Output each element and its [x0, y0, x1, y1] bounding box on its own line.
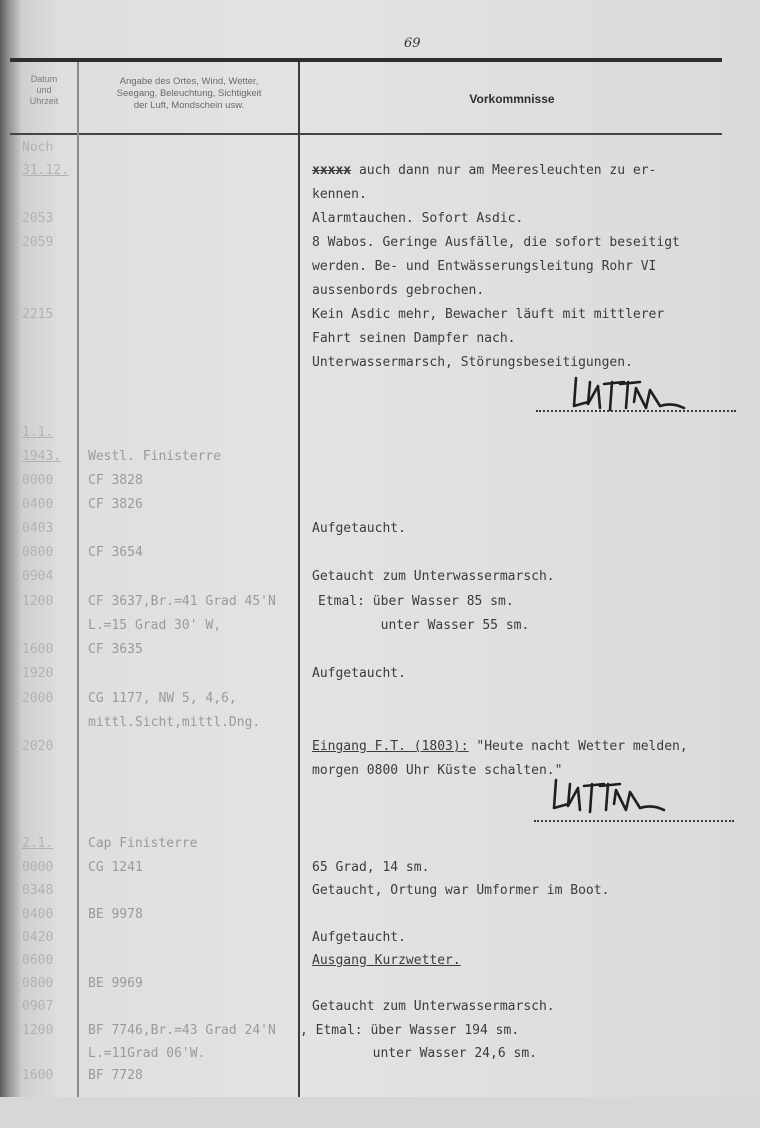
log-row	[0, 235, 760, 257]
location-cell: L.=15 Grad 30' W,	[88, 618, 222, 633]
log-row	[0, 449, 760, 471]
event-cell: Kein Asdic mehr, Bewacher läuft mit mittlerer	[312, 307, 665, 322]
log-row	[0, 594, 760, 616]
location-cell: BE 9969	[88, 976, 143, 991]
struck-text: xxxxx	[312, 163, 352, 178]
log-row	[0, 425, 760, 447]
event-cell	[312, 163, 656, 178]
header-line: und	[36, 85, 52, 95]
event-cell: Etmal: über Wasser 85 sm.	[318, 594, 514, 609]
location-cell: mittl.Sicht,mittl.Dng.	[88, 715, 261, 730]
log-row	[0, 618, 760, 640]
log-row	[0, 1046, 760, 1068]
log-row	[0, 953, 760, 975]
log-row	[0, 187, 760, 209]
time-cell: 0800	[22, 976, 54, 991]
time-cell: 0600	[22, 953, 54, 968]
time-cell: 1600	[22, 642, 54, 657]
event-cell: Aufgetaucht.	[312, 666, 406, 681]
event-cell: , Etmal: über Wasser 194 sm.	[300, 1023, 520, 1038]
log-row	[0, 473, 760, 495]
header-events: Vorkommnisse	[469, 92, 555, 106]
location-cell: CG 1241	[88, 860, 143, 875]
header-line: Datum	[30, 74, 58, 84]
time-cell: 0800	[22, 545, 54, 560]
event-cell: Getaucht, Ortung war Umformer im Boot.	[312, 883, 610, 898]
time-cell: 0907	[22, 999, 54, 1014]
location-cell: Cap Finisterre	[88, 836, 198, 851]
date-cell: 1.1.	[22, 425, 54, 440]
header-date-time	[14, 74, 74, 107]
log-row	[0, 999, 760, 1021]
location-cell: CF 3828	[88, 473, 143, 488]
log-row	[0, 976, 760, 998]
location-cell: CF 3826	[88, 497, 143, 512]
time-cell: 0348	[22, 883, 54, 898]
time-cell: 2215	[22, 307, 54, 322]
log-row	[0, 1023, 760, 1045]
time-cell: 0000	[22, 473, 54, 488]
event-cell: Fahrt seinen Dampfer nach.	[312, 331, 516, 346]
event-cell: Ausgang Kurzwetter.	[312, 953, 461, 968]
log-row	[0, 907, 760, 929]
time-cell: 2020	[22, 739, 54, 754]
time-cell: 2000	[22, 691, 54, 706]
log-row	[0, 259, 760, 281]
event-text: "Heute nacht Wetter melden,	[476, 739, 688, 754]
time-cell: 0420	[22, 930, 54, 945]
event-cell: werden. Be- und Entwässerungsleitung Rohr VI	[312, 259, 657, 274]
location-cell: CF 3635	[88, 642, 143, 657]
event-cell: Aufgetaucht.	[312, 930, 406, 945]
location-cell: BF 7746,Br.=43 Grad 24'N	[88, 1023, 276, 1038]
date-cell: 1943.	[22, 449, 62, 464]
event-cell: 65 Grad, 14 sm.	[312, 860, 430, 875]
location-cell: BF 7728	[88, 1068, 143, 1083]
log-row	[0, 666, 760, 688]
log-row	[0, 739, 760, 761]
log-row	[0, 521, 760, 543]
log-row	[0, 836, 760, 858]
time-cell: 2059	[22, 235, 54, 250]
event-cell: morgen 0800 Uhr Küste schalten."	[312, 763, 563, 778]
event-cell	[312, 739, 688, 754]
time-cell: 0400	[22, 497, 54, 512]
header-line: Seegang, Beleuchtung, Sichtigkeit	[116, 88, 262, 99]
location-cell: CG 1177, NW 5, 4,6,	[88, 691, 237, 706]
page-number: 69	[404, 36, 421, 51]
header-line: der Luft, Mondschein usw.	[133, 100, 245, 111]
log-row	[0, 1068, 760, 1090]
header-rule	[10, 133, 722, 135]
location-cell: CF 3654	[88, 545, 143, 560]
event-cell: Getaucht zum Unterwassermarsch.	[312, 569, 555, 584]
radio-message-label: Eingang F.T. (1803):	[312, 739, 469, 754]
log-row	[0, 211, 760, 233]
time-cell: 0000	[22, 860, 54, 875]
log-row	[0, 691, 760, 713]
time-cell: Noch	[22, 140, 54, 155]
event-cell: unter Wasser 24,6 sm.	[310, 1046, 537, 1061]
time-cell: 1200	[22, 594, 54, 609]
log-row	[0, 163, 760, 185]
log-row	[0, 860, 760, 882]
log-row	[0, 497, 760, 519]
event-cell: aussenbords gebrochen.	[312, 283, 485, 298]
time-cell: 0904	[22, 569, 54, 584]
log-row	[0, 307, 760, 329]
date-cell: 31.12.	[22, 163, 69, 178]
header-location-weather	[84, 76, 294, 112]
event-cell: unter Wasser 55 sm.	[318, 618, 530, 633]
event-cell: kennen.	[312, 187, 367, 202]
log-row	[0, 140, 760, 162]
header-line: Uhrzeit	[29, 96, 59, 106]
signature-dotted-line	[536, 410, 736, 412]
location-cell: CF 3637,Br.=41 Grad 45'N	[88, 594, 276, 609]
log-row	[0, 883, 760, 905]
location-cell: BE 9978	[88, 907, 143, 922]
time-cell: 0403	[22, 521, 54, 536]
signature-dotted-line	[534, 820, 734, 822]
log-row	[0, 331, 760, 353]
date-cell: 2.1.	[22, 836, 54, 851]
log-row	[0, 569, 760, 591]
top-rule	[10, 58, 722, 62]
time-cell: 2053	[22, 211, 54, 226]
location-cell: Westl. Finisterre	[88, 449, 222, 464]
log-row	[0, 283, 760, 305]
event-cell: Aufgetaucht.	[312, 521, 406, 536]
log-row	[0, 930, 760, 952]
time-cell: 0400	[22, 907, 54, 922]
header-line: Angabe des Ortes, Wind, Wetter,	[119, 76, 259, 87]
signature	[548, 772, 678, 820]
event-text: auch dann nur am Meeresleuchten zu er-	[358, 163, 657, 178]
time-cell: 1200	[22, 1023, 54, 1038]
log-row	[0, 642, 760, 664]
time-cell: 1600	[22, 1068, 54, 1083]
location-cell: L.=11Grad 06'W.	[88, 1046, 206, 1061]
event-cell: Getaucht zum Unterwassermarsch.	[312, 999, 555, 1014]
time-cell: 1920	[22, 666, 54, 681]
event-cell: Alarmtauchen. Sofort Asdic.	[312, 211, 524, 226]
event-cell: Unterwassermarsch, Störungsbeseitigungen.	[312, 355, 633, 370]
log-row	[0, 715, 760, 737]
log-row	[0, 545, 760, 567]
event-cell: 8 Wabos. Geringe Ausfälle, die sofort beseitigt	[312, 235, 680, 250]
